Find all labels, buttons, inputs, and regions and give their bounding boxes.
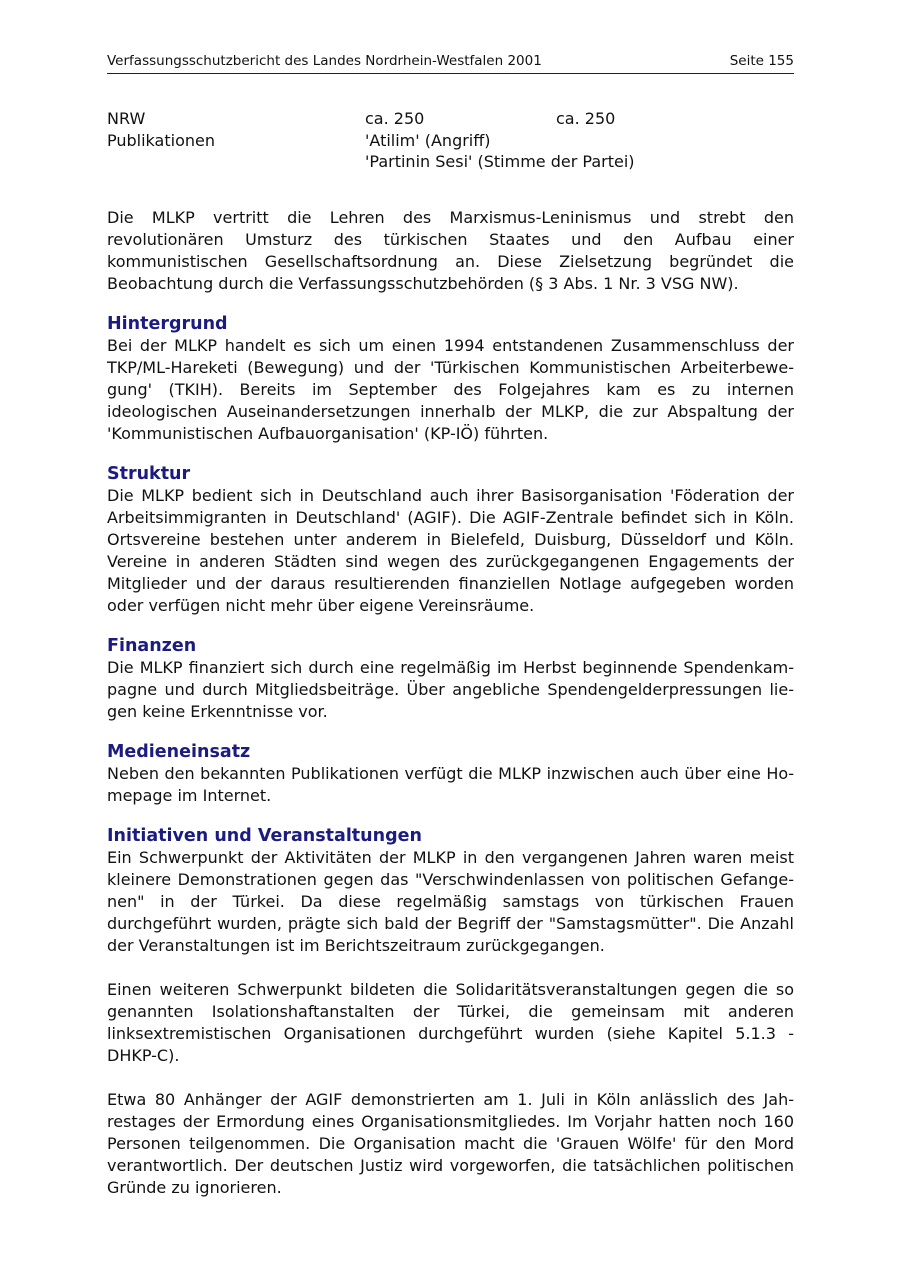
heading-medieneinsatz: Medieneinsatz xyxy=(107,742,251,762)
paragraph-finanzen: Die MLKP finanziert sich durch eine regelmäßig im Herbst beginnende Spendenkampagne und durch Mitgliedsbeiträge. Über angebliche Spendengelderpressungen liegen keine Erkenntnisse vor. xyxy=(107,658,794,721)
page-header xyxy=(107,52,794,74)
heading-initiativen: Initiativen und Veranstaltungen xyxy=(107,826,422,846)
nrw-label: NRW xyxy=(107,109,146,128)
paragraph-struktur: Die MLKP bedient sich in Deutschland auch ihrer Basisorganisation 'Föderation der Arbeitsimmigranten in Deutschland' (AGIF). Die AGIF-Zentrale befindet sich in Köln. Ortsvereine bestehen unter anderem in Bielefeld, Duisburg, Düsseldorf und Köln. Vereine in anderen Städten sind wegen des zurückgegangenen Engagements der Mitglieder und der daraus resultierenden finanziellen Notlage aufgegeben worden oder verfügen nicht mehr über eigene Vereinsräume. xyxy=(107,486,794,615)
intro-paragraph: Die MLKP vertritt die Lehren des Marxismus-Leninismus und strebt den revolutionären Umsturz des türkischen Staates und den Aufbau einer kommunistischen Gesellschaftsordnung an. Diese Zielsetzung begründet die Beobachtung durch die Verfassungsschutzbehörden (§ 3 Abs. 1 Nr. 3 VSG NW). xyxy=(107,208,794,293)
paragraph-initiativen-1: Ein Schwerpunkt der Aktivitäten der MLKP in den vergangenen Jahren waren meist kleinere Demonstrationen gegen das "Verschwindenlassen von politischen Gefangenen" in der Türkei. Da diese regelmäßig samstags von türkischen Frauen durchgeführt wurden, prägte sich bald der Begriff der "Samstagsmütter". Die Anzahl der Veranstaltungen ist im Berichtszeitraum zurückgegangen. xyxy=(107,848,794,955)
nrw-value-current: ca. 250 xyxy=(556,109,616,128)
paragraph-medieneinsatz: Neben den bekannten Publikationen verfügt die MLKP inzwischen auch über eine Homepage im Internet. xyxy=(107,764,794,805)
heading-hintergrund: Hintergrund xyxy=(107,314,228,334)
publication-atilim: 'Atilim' (Angriff) xyxy=(365,130,491,150)
report-title: Verfassungsschutzbericht des Landes Nordrhein-Westfalen 2001 xyxy=(107,53,542,69)
document-body xyxy=(107,207,794,1199)
paragraph-initiativen-3: Etwa 80 Anhänger der AGIF demonstrierten am 1. Juli in Köln anlässlich des Jahrestages der Ermordung eines Organisationsmitgliedes. Im Vorjahr hatten noch 160 Personen teilgenommen. Die Organisation macht die 'Grauen Wölfe' für den Mord verantwortlich. Der deutschen Justiz wird vorgeworfen, die tatsächlichen politischen Gründe zu ignorieren. xyxy=(107,1090,794,1197)
paragraph-hintergrund: Bei der MLKP handelt es sich um einen 1994 entstandenen Zusammenschluss der TKP/ML-Hareketi (Bewegung) und der 'Türkischen Kommunistischen Arbeiterbewegung' (TKIH). Bereits im September des Folgejahres kam es zu internen ideologischen Auseinandersetzungen innerhalb der MLKP, die zur Abspaltung der 'Kommunistischen Aufbauorganisation' (KP-IÖ) führten. xyxy=(107,336,794,443)
membership-table xyxy=(107,108,794,173)
paragraph-initiativen-2: Einen weiteren Schwerpunkt bildeten die Solidaritätsveranstaltungen gegen die so genannten Isolationshaftanstalten der Türkei, die gemeinsam mit anderen linksextremistischen Organisationen durchgeführt wurden (siehe Kapitel 5.1.3 - DHKP-C). xyxy=(107,980,794,1065)
heading-struktur: Struktur xyxy=(107,464,191,484)
publications-row xyxy=(107,130,794,152)
publication-partinin-sesi: 'Partinin Sesi' (Stimme der Partei) xyxy=(365,152,635,171)
nrw-row xyxy=(107,108,794,130)
heading-finanzen: Finanzen xyxy=(107,636,197,656)
publications-label: Publikationen xyxy=(107,130,215,150)
publications-row-2 xyxy=(107,151,794,173)
page-number: Seite 155 xyxy=(729,53,794,69)
nrw-value-previous: ca. 250 xyxy=(365,109,425,128)
